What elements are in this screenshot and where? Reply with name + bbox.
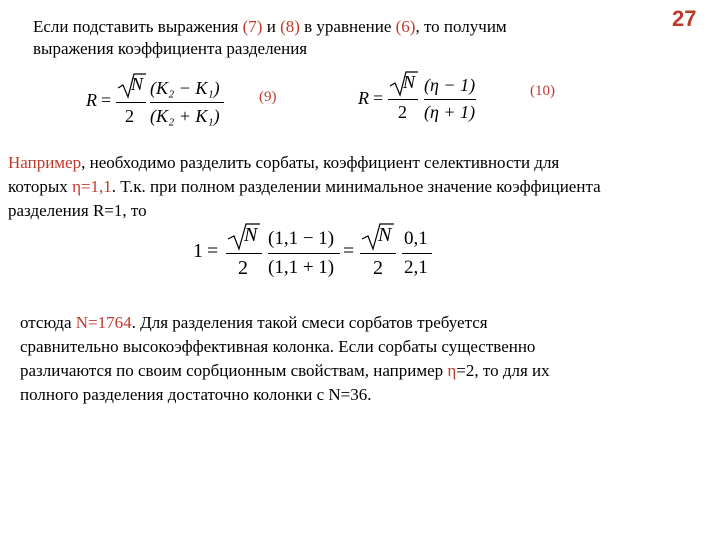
- eq9-sqrt-n: N: [131, 74, 144, 94]
- intro-text-1: Если подставить выражения: [33, 17, 243, 36]
- intro-line-2: выражения коэффициента разделения: [33, 39, 308, 58]
- ref-7: (7): [242, 17, 263, 36]
- conclusion-text-3c: =2, то для их: [456, 361, 550, 380]
- ex-one: 1: [193, 240, 203, 262]
- example-eta-value: η=1,1: [72, 177, 112, 196]
- eq10-sqrt-n: N: [403, 72, 416, 92]
- eq10-frac2-bar: [424, 99, 476, 100]
- eq10-equals: =: [373, 88, 384, 108]
- eq9-label: (9): [259, 89, 277, 105]
- eq10-denominator: (η + 1): [424, 102, 476, 122]
- ex-denominator-1: (1,1 + 1): [268, 257, 335, 278]
- conclusion-line-1: [20, 312, 710, 334]
- intro-text-3: в уравнение: [299, 17, 396, 36]
- ref-6: (6): [395, 17, 416, 36]
- ex-denominator-2: 2,1: [404, 257, 428, 278]
- eq10-label: (10): [530, 83, 555, 99]
- conclusion-line-4: полного разделения достаточно колонки с N=36.: [20, 385, 372, 404]
- intro-text-4: , то получим: [415, 17, 507, 36]
- intro-line-1: [33, 16, 507, 38]
- eq10-lhs: R: [358, 88, 369, 108]
- conclusion-text-1c: . Для разделения такой смеси сорбатов требуется: [131, 313, 488, 332]
- eq10-frac1-bar: [388, 99, 418, 100]
- conclusion-line-2: сравнительно высокоэффективная колонка. Если сорбаты существенно: [20, 337, 536, 356]
- ex-frac-bar-3: [360, 253, 396, 254]
- eq9-equals: =: [101, 90, 112, 110]
- example-word: Например: [8, 153, 82, 172]
- example-line-1: [8, 152, 718, 174]
- intro-text-2: и: [262, 17, 281, 36]
- ex-frac-bar-1: [226, 253, 262, 254]
- ex-equals-1: =: [207, 240, 219, 262]
- ex-two-1: 2: [238, 257, 248, 279]
- slide-number: 27: [672, 6, 697, 31]
- ref-8: (8): [280, 17, 300, 36]
- ex-two-2: 2: [373, 257, 383, 279]
- ex-sqrt-n-2: N: [378, 224, 392, 246]
- conclusion-eta: η: [447, 361, 457, 380]
- eq9-lhs: R: [86, 90, 97, 110]
- ex-equals-2: =: [343, 240, 355, 262]
- example-line-3: разделения R=1, то: [8, 201, 147, 220]
- conclusion-text-3a: различаются по своим сорбционным свойствам, например: [20, 361, 448, 380]
- eq9-frac2-bar: [150, 102, 224, 103]
- eq9-denominator: (K₂ + K₁): [150, 106, 220, 126]
- example-line-2: [8, 176, 720, 198]
- eq9-frac1-bar: [116, 102, 146, 103]
- conclusion-n-value: N=1764: [75, 313, 132, 332]
- example-text-2c: . Т.к. при полном разделении минимальное значение коэффициента: [111, 177, 601, 196]
- ex-frac-bar-2: [268, 253, 340, 254]
- eq10-two: 2: [398, 102, 407, 122]
- eq10-numerator: (η − 1): [424, 75, 476, 95]
- conclusion-text-1a: отсюда: [20, 313, 76, 332]
- ex-numerator-2: 0,1: [404, 228, 428, 249]
- example-text-1: , необходимо разделить сорбаты, коэффициент селективности для: [81, 153, 560, 172]
- ex-frac-bar-4: [402, 253, 432, 254]
- conclusion-line-3: [20, 360, 710, 382]
- eq9-two: 2: [125, 106, 134, 126]
- ex-sqrt-n-1: N: [244, 224, 258, 246]
- ex-numerator-1: (1,1 − 1): [268, 228, 335, 249]
- example-text-2a: которых: [8, 177, 73, 196]
- eq9-numerator: (K₂ − K₁): [150, 78, 220, 98]
